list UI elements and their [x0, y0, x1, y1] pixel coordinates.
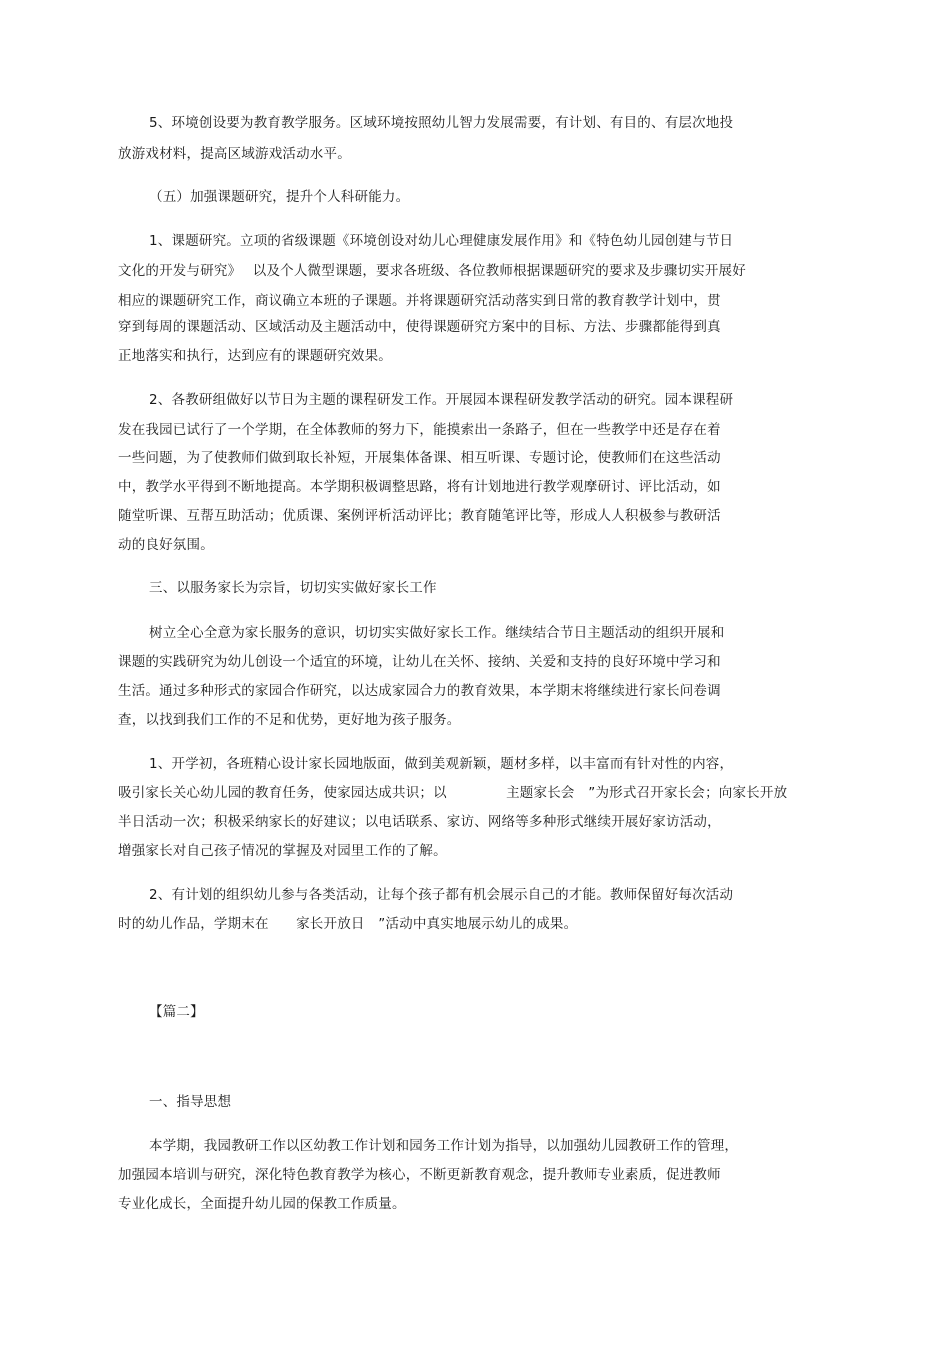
- text-line: 发在我园已试行了一个学期，在全体教师的努力下，能摸索出一条路子，但在一些教学中还是存在着: [118, 422, 721, 438]
- section-heading: 三、以服务家长为宗旨，切切实实做好家长工作: [149, 580, 437, 596]
- text-line: 正地落实和执行，达到应有的课题研究效果。: [118, 348, 392, 364]
- text-line: 2、各教研组做好以节日为主题的课程研发工作。开展园本课程研发教学活动的研究。园本课程研: [149, 392, 734, 408]
- section-heading: 一、指导思想: [149, 1094, 232, 1110]
- text-line: 半日活动一次；积极采纳家长的好建议；以电话联系、家访、网络等多种形式继续开展好家访活动，: [118, 814, 721, 830]
- text-line: 本学期，我园教研工作以区幼教工作计划和园务工作计划为指导，以加强幼儿园教研工作的管理，: [149, 1138, 739, 1154]
- text-line: 相应的课题研究工作，商议确立本班的子课题。并将课题研究活动落实到日常的教育教学计划中，贯: [118, 293, 721, 309]
- text-line: 1、课题研究。立项的省级课题《环境创设对幼儿心理健康发展作用》和《特色幼儿园创建与节日: [149, 233, 734, 249]
- text-line: 中，教学水平得到不断地提高。本学期积极调整思路，将有计划地进行教学观摩研讨、评比活动，如: [118, 479, 721, 495]
- text-line: 一些问题，为了使教师们做到取长补短，开展集体备课、相互听课、专题讨论，使教师们在这些活动: [118, 450, 721, 466]
- section-heading: （五）加强课题研究，提升个人科研能力。: [149, 189, 410, 205]
- text-line: 专业化成长，全面提升幼儿园的保教工作质量。: [118, 1196, 406, 1212]
- text-line: 1、开学初，各班精心设计家长园地版面，做到美观新颖，题材多样，以丰富而有针对性的内容，: [149, 756, 734, 772]
- text-line: 2、有计划的组织幼儿参与各类活动，让每个孩子都有机会展示自己的才能。教师保留好每次活动: [149, 887, 734, 903]
- text-line: 吸引家长关心幼儿园的教育任务，使家园达成共识；以 主题家长会 ”为形式召开家长会；向家长开放: [118, 785, 788, 801]
- text-line: 课题的实践研究为幼儿创设一个适宜的环境，让幼儿在关怀、接纳、关爱和支持的良好环境中学习和: [118, 654, 721, 670]
- text-line: 5、环境创设要为教育教学服务。区域环境按照幼儿智力发展需要，有计划、有目的、有层次地投: [149, 115, 734, 131]
- text-line: 文化的开发与研究》 以及个人微型课题，要求各班级、各位教师根据课题研究的要求及步骤切实开展好: [118, 263, 746, 279]
- text-line: 增强家长对自己孩子情况的掌握及对园里工作的了解。: [118, 843, 447, 859]
- part-heading: 【篇二】: [149, 1004, 204, 1020]
- text-line: 树立全心全意为家长服务的意识，切切实实做好家长工作。继续结合节日主题活动的组织开展和: [149, 625, 725, 641]
- text-line: 放游戏材料，提高区域游戏活动水平。: [118, 146, 351, 162]
- text-line: 随堂听课、互帮互助活动；优质课、案例评析活动评比；教育随笔评比等，形成人人积极参与教研活: [118, 508, 721, 524]
- text-line: 时的幼儿作品，学期末在 家长开放日 ”活动中真实地展示幼儿的成果。: [118, 916, 578, 932]
- text-line: 穿到每周的课题活动、区域活动及主题活动中，使得课题研究方案中的目标、方法、步骤都能得到真: [118, 319, 721, 335]
- text-line: 查，以找到我们工作的不足和优势，更好地为孩子服务。: [118, 712, 461, 728]
- text-line: 加强园本培训与研究，深化特色教育教学为核心，不断更新教育观念，提升教师专业素质，促进教师: [118, 1167, 721, 1183]
- text-line: 动的良好氛围。: [118, 537, 214, 553]
- text-line: 生活。通过多种形式的家园合作研究，以达成家园合力的教育效果，本学期末将继续进行家长问卷调: [118, 683, 721, 699]
